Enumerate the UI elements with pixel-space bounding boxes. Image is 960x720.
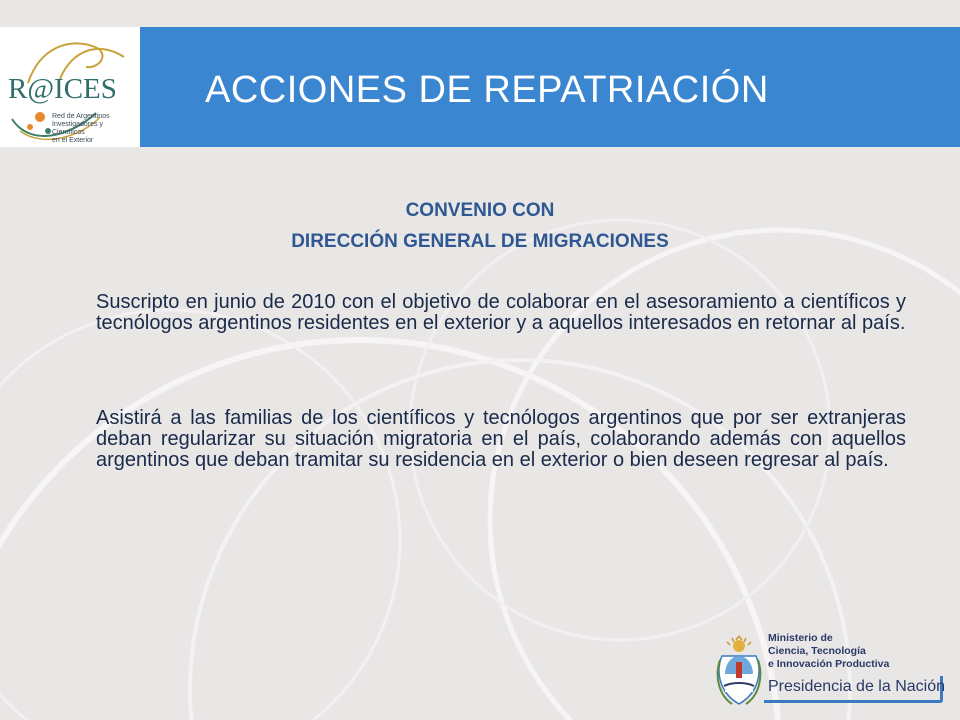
ministry-line: Ciencia, Tecnología: [768, 645, 866, 657]
presidencia-label: Presidencia de la Nación: [768, 678, 945, 695]
ministry-name: [768, 632, 889, 671]
logo-subtitle-line: en el Exterior: [52, 137, 94, 144]
logo-subtitle-line: Red de Argentinos: [52, 113, 110, 120]
presidencia-banner: [764, 676, 943, 703]
logo-subtitle-line: Investigadores y: [52, 121, 103, 128]
raices-logo: [0, 27, 140, 147]
paragraph-2: Asistirá a las familias de los científicos y tecnólogos argentinos que por ser extranjeras deban regularizar su situación migratoria en el país, colaborando además con aquellos argentinos que deban tramitar su residencia en el exterior o bien deseen regresar al país.: [96, 407, 906, 471]
logo-subtitle: [52, 113, 138, 145]
coat-of-arms-icon: [712, 630, 768, 710]
section-heading-line1: CONVENIO CON: [405, 200, 555, 221]
ministry-line: e Innovación Productiva: [768, 658, 890, 670]
header: [0, 27, 960, 147]
ministry-line: Ministerio de: [768, 632, 833, 644]
logo-subtitle-line: Científicos: [52, 129, 85, 136]
logo-name: R@ICES: [8, 73, 117, 105]
paragraph-1: Suscripto en junio de 2010 con el objetivo de colaborar en el asesoramiento a científicos y tecnólogos argentinos residentes en el exterior y a aquellos interesados en retornar al país.: [96, 291, 906, 334]
section-heading-line2: DIRECCIÓN GENERAL DE MIGRACIONES: [291, 231, 669, 252]
page-title: ACCIONES DE REPATRIACIÓN: [205, 69, 769, 111]
ministry-logo: [712, 630, 952, 710]
